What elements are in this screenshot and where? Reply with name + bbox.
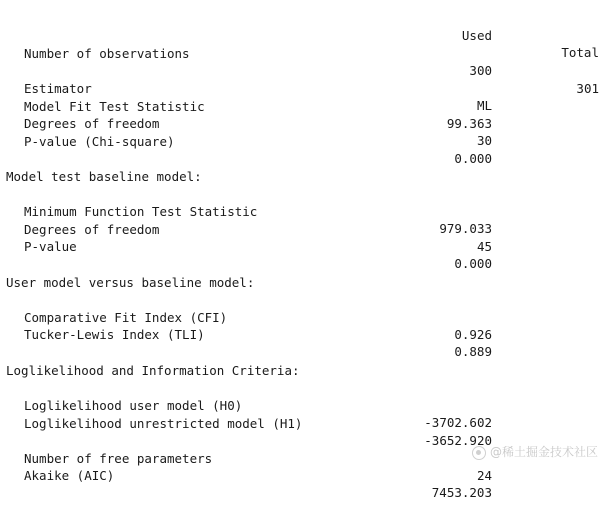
loglik-h1-value: -3652.920 xyxy=(424,433,492,449)
comparison-heading: User model versus baseline model: xyxy=(6,274,255,290)
free-params-value: 24 xyxy=(476,468,492,484)
baseline-df-value: 45 xyxy=(476,239,492,255)
used-column-header: Used xyxy=(461,27,492,43)
baseline-df-label: Degrees of freedom xyxy=(24,221,160,237)
aic-value: 7453.203 xyxy=(431,485,492,501)
baseline-heading-row xyxy=(0,150,604,184)
user-df-label: Degrees of freedom xyxy=(24,115,160,131)
comparison-heading-row xyxy=(0,256,604,290)
model-fit-stat-value: 99.363 xyxy=(446,116,492,132)
baseline-pvalue-label: P-value xyxy=(24,238,77,254)
loglik-heading: Loglikelihood and Information Criteria: xyxy=(6,362,300,378)
loglik-heading-row xyxy=(0,344,604,378)
tli-label: Tucker-Lewis Index (TLI) xyxy=(24,326,205,342)
baseline-heading: Model test baseline model: xyxy=(6,168,202,184)
observations-label: Number of observations xyxy=(24,45,190,61)
watermark-text: @稀土掘金技术社区 xyxy=(489,445,598,460)
baseline-stat-value: 979.033 xyxy=(439,221,492,237)
estimator-label: Estimator xyxy=(24,80,92,96)
watermark xyxy=(472,444,598,462)
free-params-label: Number of free parameters xyxy=(24,450,213,466)
loglik-h0-value: -3702.602 xyxy=(424,415,492,431)
loglik-h1-label: Loglikelihood unrestricted model (H1) xyxy=(24,415,303,431)
observations-total-value: 301 xyxy=(576,80,599,96)
baseline-pvalue-value: 0.000 xyxy=(454,256,492,272)
model-fit-stat-label: Model Fit Test Statistic xyxy=(24,98,205,114)
loglik-h0-label: Loglikelihood user model (H0) xyxy=(24,397,243,413)
total-column-header: Total xyxy=(561,45,599,61)
tli-value: 0.889 xyxy=(454,344,492,360)
observations-used-value: 300 xyxy=(469,63,492,79)
user-pvalue-label: P-value (Chi-square) xyxy=(24,133,175,149)
user-pvalue-value: 0.000 xyxy=(454,151,492,167)
aic-label: Akaike (AIC) xyxy=(24,467,115,483)
cfi-value: 0.926 xyxy=(454,327,492,343)
baseline-stat-label: Minimum Function Test Statistic xyxy=(24,203,258,219)
watermark-logo-icon xyxy=(472,446,486,460)
estimator-value: ML xyxy=(476,98,492,114)
user-df-value: 30 xyxy=(476,133,492,149)
cfi-label: Comparative Fit Index (CFI) xyxy=(24,309,228,325)
